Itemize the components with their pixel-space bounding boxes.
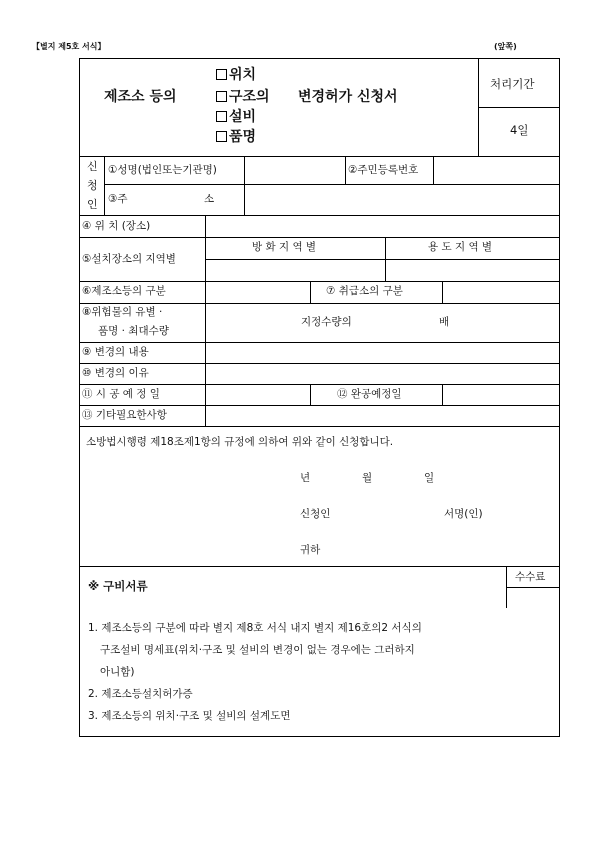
- title-prefix: 제조소 등의: [104, 89, 177, 105]
- document-item-1-line2: 구조설비 명세표(위치·구조 및 설비의 변경이 없는 경우에는 그러하지: [100, 644, 415, 656]
- checkbox-icon: [216, 131, 227, 142]
- applicant-sign-label: 신청인: [300, 508, 331, 520]
- zone-use-label: 용 도 지 역 별: [428, 241, 493, 253]
- title-suffix: 변경허가 신청서: [298, 89, 398, 105]
- checkbox-icon: [216, 69, 227, 80]
- times-label: 배: [439, 316, 450, 328]
- document-item-3: 3. 제조소등의 위치·구조 및 설비의 설계도면: [88, 710, 291, 722]
- form-number: 【별지 제5호 서식】: [32, 42, 106, 51]
- declaration-statement: 소방법시행령 제18조제1항의 규정에 의하여 위와 같이 신청합니다.: [86, 436, 394, 448]
- processing-period-label: 처리기간: [490, 77, 535, 91]
- applicant-side-char-3: 인: [87, 198, 98, 211]
- address-field[interactable]: [248, 194, 556, 208]
- processing-period-value: 4일: [510, 123, 529, 137]
- other-label: ⑬ 기타필요한사항: [82, 409, 167, 421]
- option-product-name[interactable]: 품명: [216, 130, 256, 144]
- rrn-label: ②주민등록번호: [348, 164, 419, 176]
- document-item-2: 2. 제조소등설치허가증: [88, 688, 193, 700]
- month-label: 월: [362, 472, 373, 484]
- address-label-end: 소: [204, 193, 215, 205]
- change-content-label: ⑨ 변경의 내용: [82, 346, 149, 358]
- facility-type-label: ⑥제조소등의 구분: [82, 285, 166, 297]
- name-label: ①성명(법인또는기관명): [108, 164, 217, 176]
- name-field[interactable]: [248, 165, 341, 179]
- applicant-side-char-2: 청: [87, 179, 98, 192]
- documents-heading: ※ 구비서류: [88, 579, 148, 593]
- designated-quantity-label: 지정수량의: [301, 316, 352, 328]
- zone-fire-label: 방 화 지 역 별: [252, 241, 317, 253]
- handling-type-label: ⑦ 취급소의 구분: [326, 285, 403, 297]
- construction-date-label: ⑪ 시 공 예 정 일: [82, 388, 160, 400]
- side-label: (앞쪽): [494, 42, 517, 51]
- document-item-1-line1: 1. 제조소등의 구분에 따라 별지 제8호 서식 내지 별지 제16호의2 서식의: [88, 622, 422, 634]
- checkbox-icon: [216, 91, 227, 102]
- completion-date-label: ⑫ 완공예정일: [337, 388, 402, 400]
- hazard-label-line1: ⑧위험물의 유별 ·: [82, 306, 163, 318]
- signature-label: 서명(인): [444, 508, 483, 520]
- option-structure[interactable]: 구조의: [216, 90, 270, 104]
- option-facility[interactable]: 설비: [216, 110, 256, 124]
- addressee-label: 귀하: [300, 544, 321, 556]
- location-label: ④ 위 치 (장소): [82, 220, 151, 232]
- zone-label: ⑤설치장소의 지역별: [82, 253, 176, 265]
- year-label: 년: [300, 472, 311, 484]
- hazard-label-line2: 품명 · 최대수량: [98, 325, 169, 337]
- option-location[interactable]: 위치: [216, 68, 256, 82]
- change-reason-label: ⑩ 변경의 이유: [82, 367, 149, 379]
- day-label: 일: [424, 472, 435, 484]
- applicant-side-char-1: 신: [87, 160, 98, 173]
- checkbox-icon: [216, 111, 227, 122]
- address-label: ③주: [108, 193, 128, 205]
- rrn-field[interactable]: [436, 165, 556, 179]
- document-item-1-line3: 아니함): [100, 666, 135, 678]
- fee-label: 수수료: [515, 571, 546, 583]
